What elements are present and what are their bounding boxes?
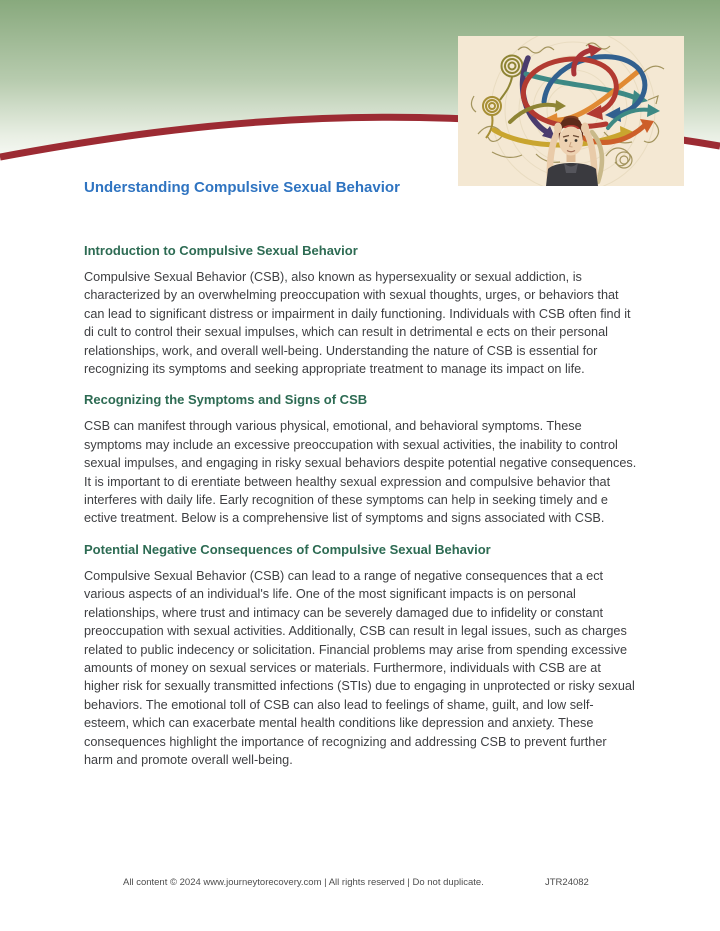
footer-document-code: JTR24082 bbox=[545, 877, 589, 888]
footer-copyright: All content © 2024 www.journeytorecovery.com | All rights reserved | Do not duplicate. bbox=[123, 877, 484, 888]
section-body-recognizing-symptoms: CSB can manifest through various physical, emotional, and behavioral symptoms. These symptoms may include an excessive preoccupation with sexual activities, the inability to control sexual impulses, and engaging in risky sexual behaviors despite potential negative consequences. It is important to di erentiate between healthy sexual expression and compulsive behavior that interferes with daily life. Early recognition of these symptoms can help in seeking timely and e ective treatment. Below is a comprehensive list of symptoms and signs associated with CSB. bbox=[84, 419, 637, 526]
document-content bbox=[84, 179, 637, 783]
section-recognizing-symptoms bbox=[84, 392, 637, 527]
section-negative-consequences bbox=[84, 542, 637, 769]
section-heading-recognizing-symptoms: Recognizing the Symptoms and Signs of CSB bbox=[84, 392, 368, 408]
section-heading-introduction: Introduction to Compulsive Sexual Behavior bbox=[84, 243, 358, 258]
tangled-thoughts-illustration bbox=[458, 36, 684, 186]
section-introduction bbox=[84, 243, 637, 378]
section-body-introduction: Compulsive Sexual Behavior (CSB), also known as hypersexuality or sexual addiction, is characterized by an overwhelming preoccupation with sexual thoughts, urges, or behaviors that can lead to significant distress or impairment in daily functioning. Individuals with CSB often find it di cult to control their sexual impulses, which can result in detrimental e ects on their personal relationships, work, and overall well-being. Understanding the nature of CSB is essential for recognizing its symptoms and seeking appropriate treatment to manage its impact on life. bbox=[84, 270, 631, 377]
section-heading-negative-consequences: Potential Negative Consequences of Compulsive Sexual Behavior bbox=[84, 541, 491, 557]
section-body-negative-consequences: Compulsive Sexual Behavior (CSB) can lead to a range of negative consequences that a ect various aspects of an individual's life. One of the most significant impacts is on personal relationships, where trust and intimacy can be severely damaged due to infidelity or constant preoccupation with sexual activities. Additionally, CSB can result in legal issues, such as charges related to public indecency or solicitation. Financial problems may arise from spending excessive amounts of money on sexual services or materials. Furthermore, individuals with CSB are at higher risk for sexually transmitted infections (STIs) due to engaging in unprotected or risky sexual behaviors. The emotional toll of CSB can also lead to feelings of shame, guilt, and low self-esteem, which can exacerbate mental health conditions like depression and anxiety. These consequences highlight the importance of recognizing and addressing CSB to prevent further harm and promote overall well-being. bbox=[84, 568, 635, 767]
page-title: Understanding Compulsive Sexual Behavior bbox=[84, 179, 400, 196]
